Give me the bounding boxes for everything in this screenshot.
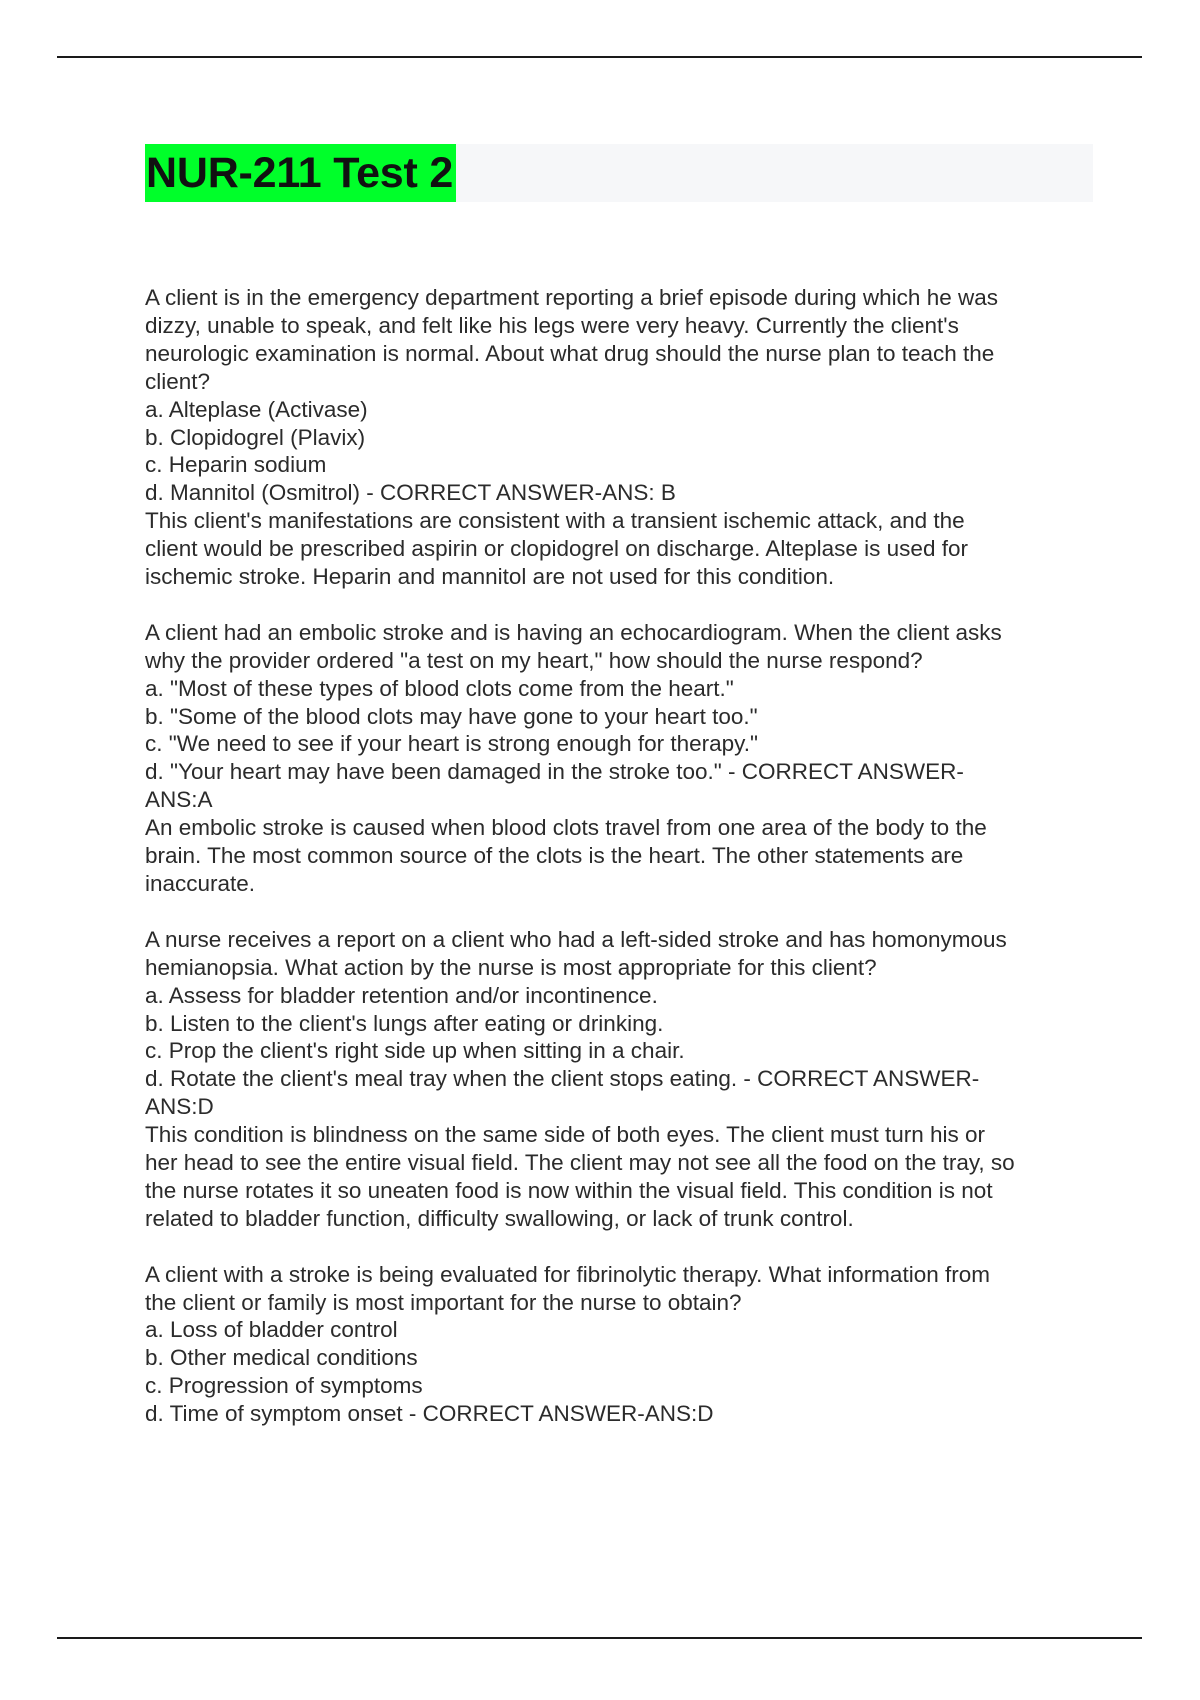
answer-option: ANS:A: [145, 787, 213, 813]
question-block-4: [145, 1261, 1095, 1428]
answer-option: b. "Some of the blood clots may have gone to your heart too.": [145, 703, 758, 729]
text-line: A client had an embolic stroke and is having an echocardiogram. When the client asks: [145, 619, 1002, 645]
answer-option: ANS:D: [145, 1094, 214, 1120]
text-line: hemianopsia. What action by the nurse is most appropriate for this client?: [145, 954, 877, 980]
rationale-line: her head to see the entire visual field. The client may not see all the food on the tray, so: [145, 1150, 1015, 1176]
answer-option: b. Clopidogrel (Plavix): [145, 424, 366, 450]
document-body: [145, 284, 1095, 1456]
rationale-line: An embolic stroke is caused when blood clots travel from one area of the body to the: [145, 815, 987, 841]
rationale-line: brain. The most common source of the clots is the heart. The other statements are: [145, 843, 964, 869]
rationale-line: ischemic stroke. Heparin and mannitol are not used for this condition.: [145, 564, 835, 590]
answer-option: d. Time of symptom onset - CORRECT ANSWER-ANS:D: [145, 1401, 714, 1427]
text-line: A client with a stroke is being evaluated for fibrinolytic therapy. What information from: [145, 1261, 990, 1287]
text-line: A nurse receives a report on a client who had a left-sided stroke and has homonymous: [145, 926, 1007, 952]
answer-option: c. Prop the client's right side up when sitting in a chair.: [145, 1038, 685, 1064]
answer-option: c. "We need to see if your heart is strong enough for therapy.": [145, 731, 758, 757]
answer-option: d. "Your heart may have been damaged in the stroke too." - CORRECT ANSWER-: [145, 759, 964, 785]
question-block-2: [145, 619, 1095, 898]
answer-option: c. Progression of symptoms: [145, 1373, 423, 1399]
text-line: dizzy, unable to speak, and felt like his legs were very heavy. Currently the client's: [145, 312, 959, 338]
answer-option: a. "Most of these types of blood clots come from the heart.": [145, 675, 734, 701]
rationale-line: related to bladder function, difficulty swallowing, or lack of trunk control.: [145, 1205, 854, 1231]
answer-option: d. Mannitol (Osmitrol) - CORRECT ANSWER-ANS: B: [145, 480, 676, 506]
question-block-1: [145, 284, 1095, 591]
text-line: A client is in the emergency department reporting a brief episode during which he was: [145, 285, 998, 310]
answer-option: b. Listen to the client's lungs after eating or drinking.: [145, 1010, 664, 1036]
answer-option: a. Loss of bladder control: [145, 1317, 398, 1343]
rationale-line: the nurse rotates it so uneaten food is now within the visual field. This condition is not: [145, 1177, 993, 1203]
answer-option: d. Rotate the client's meal tray when the client stops eating. - CORRECT ANSWER-: [145, 1066, 980, 1092]
text-line: client?: [145, 368, 211, 394]
text-line: neurologic examination is normal. About what drug should the nurse plan to teach the: [145, 340, 995, 366]
question-block-3: [145, 926, 1095, 1233]
answer-option: b. Other medical conditions: [145, 1345, 418, 1371]
rationale-line: This condition is blindness on the same side of both eyes. The client must turn his or: [145, 1122, 986, 1148]
text-line: why the provider ordered "a test on my heart," how should the nurse respond?: [145, 647, 923, 673]
answer-option: a. Alteplase (Activase): [145, 396, 368, 422]
top-rule: [57, 56, 1142, 58]
rationale-line: client would be prescribed aspirin or clopidogrel on discharge. Alteplase is used for: [145, 536, 968, 562]
bottom-rule: [57, 1637, 1142, 1639]
rationale-line: This client's manifestations are consistent with a transient ischemic attack, and the: [145, 508, 965, 534]
answer-option: c. Heparin sodium: [145, 452, 327, 478]
rationale-line: inaccurate.: [145, 871, 256, 897]
text-line: the client or family is most important for the nurse to obtain?: [145, 1289, 742, 1315]
answer-option: a. Assess for bladder retention and/or incontinence.: [145, 982, 658, 1008]
page-title: NUR-211 Test 2: [145, 144, 456, 202]
